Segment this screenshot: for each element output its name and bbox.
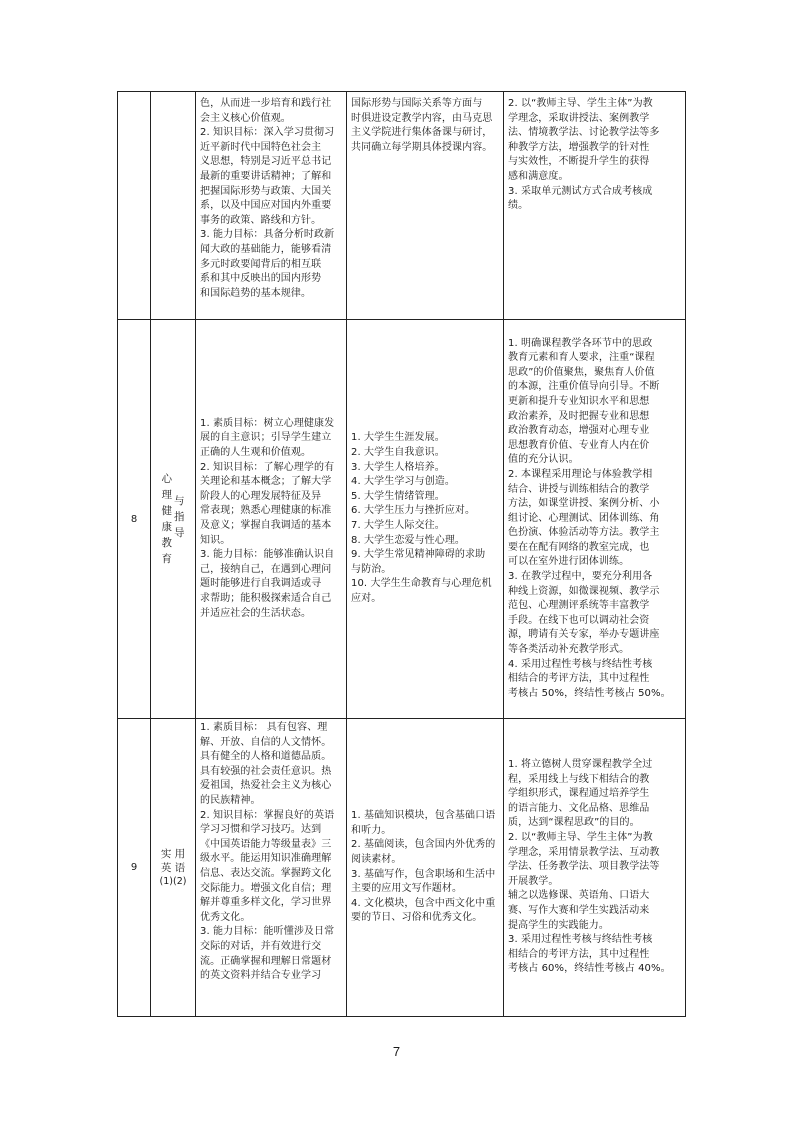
course-name-suffix: (1)(2)	[159, 876, 187, 887]
table-row	[118, 719, 686, 1017]
course-name-char: 指	[174, 511, 185, 523]
course-content-cell	[347, 719, 504, 1017]
course-name-cell	[151, 719, 196, 1017]
teaching-method-cell	[504, 320, 686, 719]
table-row	[118, 320, 686, 719]
course-content-text: 1. 基础知识模块，包含基础口语 和听力。 2. 基础阅读，包含国内外优秀的 阅读素材。 3. 基础写作，包含职场和生活中 主要的应用文写作题材。 4. 文化模块，包含中西文化中重 要的节日、习俗和优秀文化。	[351, 810, 496, 924]
course-name-char: 导	[174, 527, 185, 539]
table-row	[118, 92, 686, 320]
teaching-method-text: 1. 将立德树人贯穿课程教学全过 程，采用线上与线下相结合的教 学组织形式，课程通过培养学生 的语言能力、文化品格、思维品 质，达到“课程思政”的目的。 2. 以“教师主导、学生主体”为教 学理念，采用情景教学法、互动教 学法、任务教学法、项目教学法等 开展教学。 辅之以选修课、英语角、口语大 赛、写作大赛和学生实践活动来 提高学生的实践能力。 3. 采用过程性考核与终结性考核 相结合的考评方法，其中过程性 考核占 60%，终结性考核占 40%。	[508, 759, 671, 975]
course-table	[117, 91, 686, 1017]
teaching-method-cell	[504, 92, 686, 320]
teaching-method-text: 2. 以“教师主导、学生主体”为教 学理念，采取讲授法、案例教学 法、情境教学法、讨论教学法等多 种教学方法，增强教学的针对性 与实效性，不断提升学生的获得 感和满意度。 3. 采取单元测试方式合成考核成 绩。	[508, 98, 660, 212]
course-name-char: 与	[174, 495, 185, 507]
teaching-method-text: 1. 明确课程教学各环节中的思政 教育元素和育人要求，注重“课程 思政”的价值聚焦，聚焦育人价值 的本源，注重价值导向引导。不断 更新和提升专业知识水平和思想 政治素养，及时把握专业和思想 政治教育动态，增强对心理专业 思想教育价值、专业育人内在价 值的充分认识。 2. 本课程采用理论与体验教学相 结合、讲授与训练相结合的教学 方法，如课堂讲授、案例分析、小 组讨论、心理测试、团体训练、角 色扮演、体验活动等方法。教学主 要在在配有网络的教室完成，也 可以在室外进行团体训练。 3. 在教学过程中，要充分利用各 种线上资源，如微课视频、教学示 范包、心理测评系统等丰富教学 手段。在线下也可以调动社会资 源，聘请有关专家，举办专题讲座 等各类活动补充教学形式。 4. 采用过程性考核与终结性考核 相结合的考评方法，其中过程性 考核占 50%，终结性考核占 50%。	[508, 337, 671, 699]
course-goal-cell	[196, 719, 347, 1017]
course-name-char: 理	[161, 489, 172, 501]
course-content-cell	[347, 92, 504, 320]
page-number: 7	[392, 1044, 401, 1059]
course-name-cell	[151, 92, 196, 320]
course-name-vertical	[151, 471, 195, 567]
course-goal-cell	[196, 92, 347, 320]
course-name-char: 教	[161, 537, 172, 549]
course-name-char: 心	[161, 473, 172, 485]
course-goal-text: 1. 素质目标：树立心理健康发 展的自主意识；引导学生建立 正确的人生观和价值观。 2. 知识目标：了解心理学的有 关理论和基本概念；了解大学 阶段人的心理发展特征及异 常表现；熟悉心理健康的标准 及意义；掌握自我调适的基本 知识。 3. 能力目标：能够准确认识自 己，接纳自己，在遇到心理问 题时能够进行自我调适或寻 求帮助；能积极探索适合自己 并适应社会的生活状态。	[200, 417, 335, 619]
course-name-line: 英 语	[160, 862, 186, 874]
course-number-cell	[118, 320, 151, 719]
course-content-cell	[347, 320, 504, 719]
course-name-line: 实 用	[160, 848, 186, 860]
course-goal-text: 色，从而进一步培育和践行社 会主义核心价值观。 2. 知识目标：深入学习贯彻习 近平新时代中国特色社会主 义思想，特别是习近平总书记 最新的重要讲话精神；了解和 把握国际形势与政策、大国关 系，以及中国应对国内外重要 事务的政策、路线和方针。 3. 能力目标：具备分析时政新 闻大政的基础能力，能够看清 多元时政要闻背后的相互联 系和其中反映出的国内形势 和国际趋势的基本规律。	[200, 98, 335, 299]
course-number: 8	[130, 513, 138, 525]
course-content-text: 国际形势与国际关系等方面与 时俱进设定教学内容，由马克思 主义学院进行集体备课与研讨， 共同确立每学期具体授课内容。	[351, 98, 493, 153]
course-name-char: 康	[161, 521, 172, 533]
course-goal-text: 1. 素质目标： 具有包容、理 解、开放、自信的人文情怀。 具有健全的人格和道德品质。 具有较强的社会责任意识。热 爱祖国，热爱社会主义为核心 的民族精神。 2. 知识目标：掌握良好的英语 学习习惯和学习技巧。达到 《中国英语能力等级量表》三 级水平。能运用知识准确理解 信息、表达交流。掌握跨文化 交际能力。增强文化自信；理 解并尊重多样文化，学习世界 优秀文化。 3. 能力目标：能听懂涉及日常 交际的对话，并有效进行交 流。正确掌握和理解日常题材 的英文资料并结合专业学习	[200, 722, 335, 982]
course-number: 9	[130, 862, 138, 873]
course-name-char: 健	[161, 505, 172, 517]
course-name-cell	[151, 320, 196, 719]
course-goal-cell	[196, 320, 347, 719]
teaching-method-cell	[504, 719, 686, 1017]
course-number-cell	[118, 92, 151, 320]
course-name-char: 育	[161, 553, 172, 565]
course-number-cell	[118, 719, 151, 1017]
course-content-text: 1. 大学生生涯发展。 2. 大学生自我意识。 3. 大学生人格培养。 4. 大学生学习与创造。 5. 大学生情绪管理。 6. 大学生压力与挫折应对。 7. 大学生人际交往。 8. 大学生恋爱与性心理。 9. 大学生常见精神障碍的求助 与防治。 10. 大学生生命教育与心理危机 应对。	[351, 432, 492, 604]
